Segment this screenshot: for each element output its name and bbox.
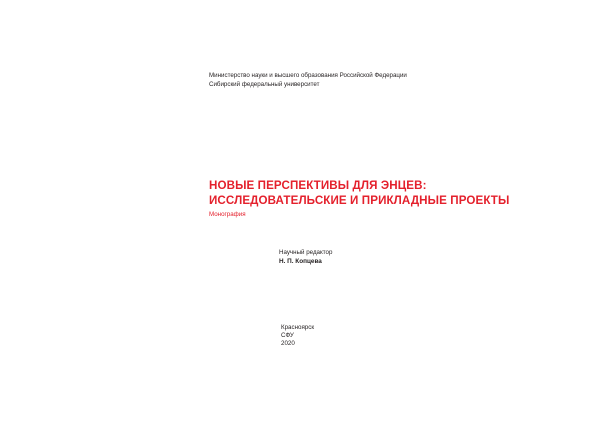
editor-role: Научный редактор [279,249,333,256]
book-title-line-1: НОВЫЕ ПЕРСПЕКТИВЫ ДЛЯ ЭНЦЕВ: [209,179,427,192]
book-title-line-2: ИССЛЕДОВАТЕЛЬСКИЕ И ПРИКЛАДНЫЕ ПРОЕКТЫ [209,194,510,207]
publication-city: Красноярск [281,324,315,331]
publisher-name: СФУ [281,332,294,339]
editor-name: Н. П. Копцева [279,258,322,265]
book-genre: Монография [209,211,246,218]
university-name: Сибирский федеральный университет [209,81,320,88]
ministry-name: Министерство науки и высшего образования Российской Федерации [209,72,407,79]
publication-year: 2020 [281,340,295,347]
